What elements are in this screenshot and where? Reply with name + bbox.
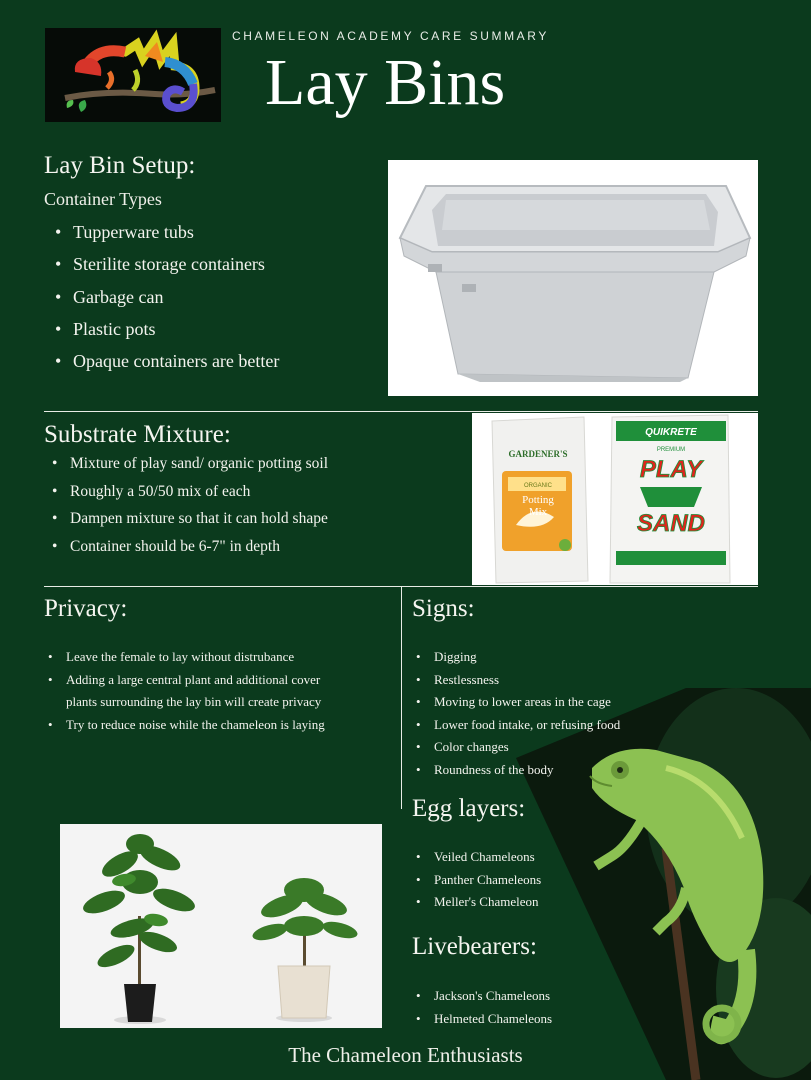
list-item: • Helmeted Chameleons	[414, 1008, 552, 1031]
list-item: • Tupperware tubs	[53, 216, 279, 248]
soil-bag-badge: ORGANIC	[523, 483, 553, 489]
plants-photo	[60, 824, 382, 1028]
list-item: • Dampen mixture so that it can hold shape	[50, 505, 328, 533]
list-item: • Container should be 6-7" in depth	[50, 533, 328, 561]
footer-credit: The Chameleon Enthusiasts	[288, 1043, 523, 1067]
setup-heading: Lay Bin Setup:	[44, 152, 196, 179]
sand-bag-tag: PREMIUM	[656, 447, 686, 453]
section-divider	[44, 411, 758, 412]
list-item: • Opaque containers are better	[53, 345, 279, 377]
livebearers-heading: Livebearers:	[412, 933, 537, 960]
list-item: • Try to reduce noise while the chameleon is laying	[46, 714, 346, 737]
privacy-heading: Privacy:	[44, 595, 128, 622]
list-item: • Plastic pots	[53, 313, 279, 345]
header-kicker: CHAMELEON ACADEMY CARE SUMMARY	[232, 29, 549, 43]
soil-bag-brand: GARDENER'S	[508, 449, 568, 459]
list-item: • Digging	[414, 646, 620, 669]
soil-bag-line1: Potting	[522, 494, 554, 506]
sand-bag-line1: PLAY	[639, 456, 703, 483]
list-item: • Mixture of play sand/ organic potting soil	[50, 450, 328, 478]
list-item: • Sterilite storage containers	[53, 248, 279, 280]
page-title: Lay Bins	[265, 46, 506, 119]
list-item: • Jackson's Chameleons	[414, 985, 552, 1008]
container-types-list	[53, 216, 279, 377]
soil-bag-line2: Mix	[528, 506, 548, 518]
list-item: • Veiled Chameleons	[414, 846, 541, 869]
plastic-tub-photo	[388, 160, 758, 396]
list-item: • Moving to lower areas in the cage	[414, 691, 620, 714]
privacy-list	[46, 646, 346, 736]
list-item: • Restlessness	[414, 669, 620, 692]
egg-layers-heading: Egg layers:	[412, 795, 526, 822]
egg-layers-list	[414, 846, 541, 914]
list-item: • Color changes	[414, 736, 620, 759]
substrate-list	[50, 450, 328, 560]
sand-bag-line2: SAND	[636, 510, 706, 537]
sand-bag-brand: QUIKRETE	[645, 427, 697, 438]
list-item: • Roundness of the body	[414, 759, 620, 782]
column-divider	[401, 587, 402, 809]
list-item: • Meller's Chameleon	[414, 891, 541, 914]
list-item: • Leave the female to lay without distrubance	[46, 646, 346, 669]
list-item: • Panther Chameleons	[414, 869, 541, 892]
list-item: • Adding a large central plant and additional cover plants surrounding the lay bin will create privacy	[46, 669, 346, 714]
substrate-heading: Substrate Mixture:	[44, 421, 231, 448]
signs-list	[414, 646, 620, 782]
list-item: • Roughly a 50/50 mix of each	[50, 478, 328, 506]
chameleon-logo-icon	[45, 28, 221, 122]
list-item: • Garbage can	[53, 281, 279, 313]
soil-and-sand-bags-photo	[472, 413, 758, 585]
livebearers-list	[414, 985, 552, 1030]
signs-heading: Signs:	[412, 595, 475, 622]
list-item: • Lower food intake, or refusing food	[414, 714, 620, 737]
setup-subheading: Container Types	[44, 189, 162, 209]
